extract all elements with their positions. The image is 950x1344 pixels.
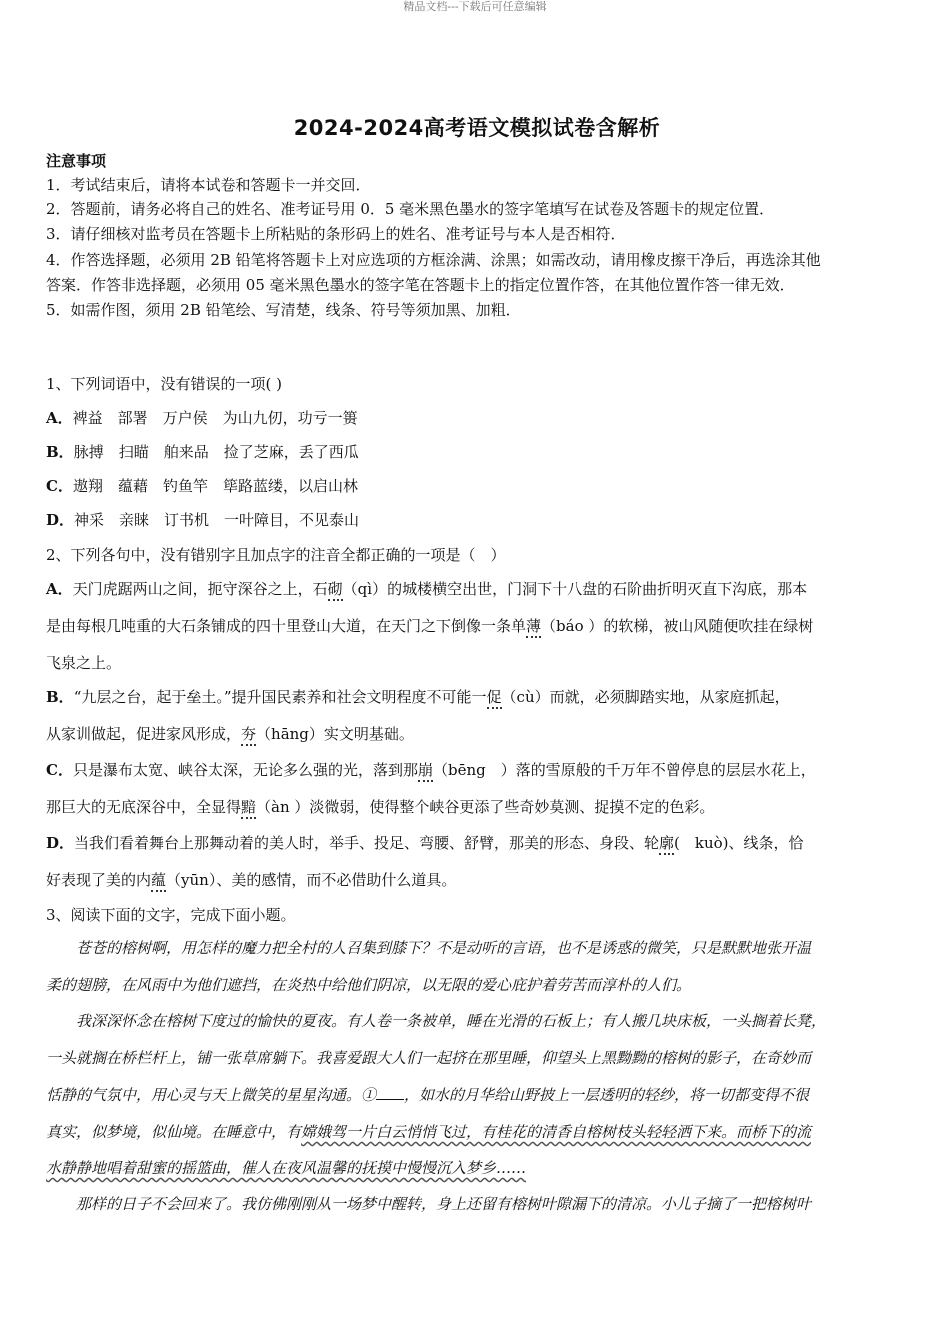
document-title: 2024-2024高考语文模拟试卷含解析 — [293, 116, 661, 140]
question-1-option-c — [46, 475, 908, 497]
option-text: 只是瀑布太宽、峡谷太深，无论多么强的光，落到那 — [72, 761, 418, 779]
notice-item: 5．如需作图，须用 2B 铅笔绘、写清楚，线条、符号等须加黑、加粗． — [46, 301, 521, 319]
question-2-option-b-line — [46, 686, 908, 708]
option-text: 遨翔 蕴藉 钓鱼竿 筚路蓝缕，以启山林 — [72, 477, 358, 495]
question-2-option-d-line — [46, 869, 908, 891]
option-text: （àn ）淡微弱，使得整个峡谷更添了些奇妙莫测、捉摸不定的色彩。 — [256, 798, 715, 816]
option-text: 那巨大的无底深谷中，全显得 — [46, 798, 242, 816]
option-text: （báo ）的软梯，被山风随便吹挂在绿树 — [541, 617, 814, 635]
dotted-char: 廓 — [659, 834, 674, 855]
question-2-option-b-line — [46, 723, 908, 745]
notice-item: 2．答题前，请务必将自己的姓名、准考证号用 0．5 毫米黑色墨水的签字笔填写在试卷及答题卡的规定位置． — [46, 200, 775, 218]
passage-line — [46, 1084, 908, 1106]
passage-line: 一头就搁在桥栏杆上，铺一张草席躺下。我喜爱跟大人们一起挤在那里睡，仰望头上黑黝黝的榕树的影子，在奇妙而 — [46, 1049, 812, 1067]
option-text: （cù）而就，必须脚踏实地，从家庭抓起， — [501, 688, 790, 706]
question-2-option-c-line — [46, 796, 908, 818]
question-2-stem: 2、下列各句中，没有错别字且加点字的注音全都正确的一项是（ ） — [46, 546, 506, 564]
option-letter: D． — [46, 834, 75, 852]
wavy-underlined-text: 水静静地唱着甜蜜的摇篮曲，催人在夜风温馨的抚摸中慢慢沉入梦乡…… — [46, 1159, 527, 1177]
notice-item: 1．考试结束后，请将本试卷和答题卡一并交回． — [46, 176, 371, 194]
dotted-char: 崩 — [418, 761, 433, 782]
question-2-option-d-line — [46, 832, 908, 854]
question-2-option-a-line — [46, 615, 908, 637]
blank-marker: ① — [361, 1086, 377, 1104]
option-text: 脉搏 扫瞄 舶来品 捡了芝麻，丢了西瓜 — [73, 443, 359, 461]
dotted-char: 黯 — [241, 798, 256, 819]
option-text: 当我们看着舞台上那舞动着的美人时，举手、投足、弯腰、舒臂，那美的形态、身段、轮 — [74, 834, 660, 852]
notice-item: 答案．作答非选择题，必须用 05 毫米黑色墨水的签字笔在答题卡上的指定位置作答，在其他位置作答一律无效． — [46, 276, 795, 294]
question-1-option-b — [46, 441, 908, 463]
option-text: （yūn）、美的感情，而不必借助什么道具。 — [166, 871, 457, 889]
option-text: （qì）的城楼横空出世，门洞下十八盘的石阶曲折明灭直下沟底，那本 — [342, 580, 808, 598]
question-2-option-a-line: 飞泉之上。 — [46, 654, 122, 672]
question-2-option-c-line — [46, 759, 908, 781]
dotted-char: 蕴 — [151, 871, 166, 892]
option-text: 是由每根几吨重的大石条铺成的四十里登山大道，在天门之下倒像一条单 — [46, 617, 527, 635]
wavy-underlined-text: 嫦娥驾一片白云悄悄飞过，有桂花的清香自榕树枝头轻轻洒下来。而桥下的流 — [301, 1123, 812, 1141]
page-watermark: 精品文档---下载后可任意编辑 — [403, 0, 547, 13]
option-text: “九层之台，起于垒土。”提升国民素养和社会文明程度不可能一 — [73, 688, 487, 706]
dotted-char: 促 — [487, 688, 502, 709]
option-text: 神采 亲睐 订书机 一叶障目，不见泰山 — [74, 511, 360, 529]
question-1-stem: 1、下列词语中，没有错误的一项( ) — [46, 375, 283, 393]
dotted-char: 砌 — [328, 580, 343, 601]
question-3-stem: 3、阅读下面的文字，完成下面小题。 — [46, 906, 296, 924]
option-text: 好表现了美的内 — [46, 871, 152, 889]
option-letter: A． — [46, 580, 73, 598]
option-text: （hāng）实文明基础。 — [256, 725, 414, 743]
passage-line: 柔的翅膀，在风雨中为他们遮挡，在炎热中给他们阴凉，以无限的爱心庇护着劳苦而淳朴的人们。 — [46, 976, 692, 994]
option-letter: D． — [46, 511, 75, 529]
option-letter: C． — [46, 477, 73, 495]
passage-text: ，如水的月华给山野披上一层透明的轻纱，将一切都变得不很 — [404, 1086, 810, 1104]
question-1-option-a — [46, 407, 908, 429]
passage-line: 苍苍的榕树啊，用怎样的魔力把全村的人召集到膝下？不是动听的言语，也不是诱惑的微笑，只是默默地张开温 — [46, 939, 812, 957]
question-2-option-a-line — [46, 578, 908, 600]
option-letter: A． — [46, 409, 73, 427]
dotted-char: 夯 — [241, 725, 256, 746]
question-1-option-d — [46, 509, 908, 531]
notice-item: 4．作答选择题，必须用 2B 铅笔将答题卡上对应选项的方框涂满、涂黑；如需改动，请用橡皮擦干净后，再选涂其他 — [46, 251, 821, 269]
option-text: 裨益 部署 万户侯 为山九仞，功亏一篑 — [72, 409, 358, 427]
passage-text: 恬静的气氛中，用心灵与天上微笑的星星沟通。 — [46, 1086, 362, 1104]
fill-blank — [376, 1085, 404, 1100]
option-text: （bēng ）落的雪原般的千万年不曾停息的层层水花上， — [432, 761, 816, 779]
passage-line — [46, 1121, 908, 1143]
option-text: 天门虎踞两山之间，扼守深谷之上，石 — [72, 580, 328, 598]
notice-item: 3．请仔细核对监考员在答题卡上所粘贴的条形码上的姓名、准考证号与本人是否相符． — [46, 225, 626, 243]
notice-heading: 注意事项 — [46, 152, 107, 170]
option-letter: B． — [46, 688, 74, 706]
dotted-char: 薄 — [526, 617, 541, 638]
passage-line — [46, 1157, 908, 1179]
passage-line: 那样的日子不会回来了。我仿佛刚刚从一场梦中醒转，身上还留有榕树叶隙漏下的清凉。小儿子摘了一把榕树叶 — [46, 1195, 812, 1213]
option-text: 从家训做起，促进家风形成， — [46, 725, 242, 743]
option-letter: C． — [46, 761, 73, 779]
option-letter: B． — [46, 443, 74, 461]
option-text: ( kuò)、线条，恰 — [674, 834, 804, 852]
passage-line: 我深深怀念在榕树下度过的愉快的夏夜。有人卷一条被单，睡在光滑的石板上；有人搬几块床板，一头搁着长凳， — [46, 1012, 827, 1030]
passage-text: 真实，似梦境，似仙境。在睡意中，有 — [46, 1123, 302, 1141]
